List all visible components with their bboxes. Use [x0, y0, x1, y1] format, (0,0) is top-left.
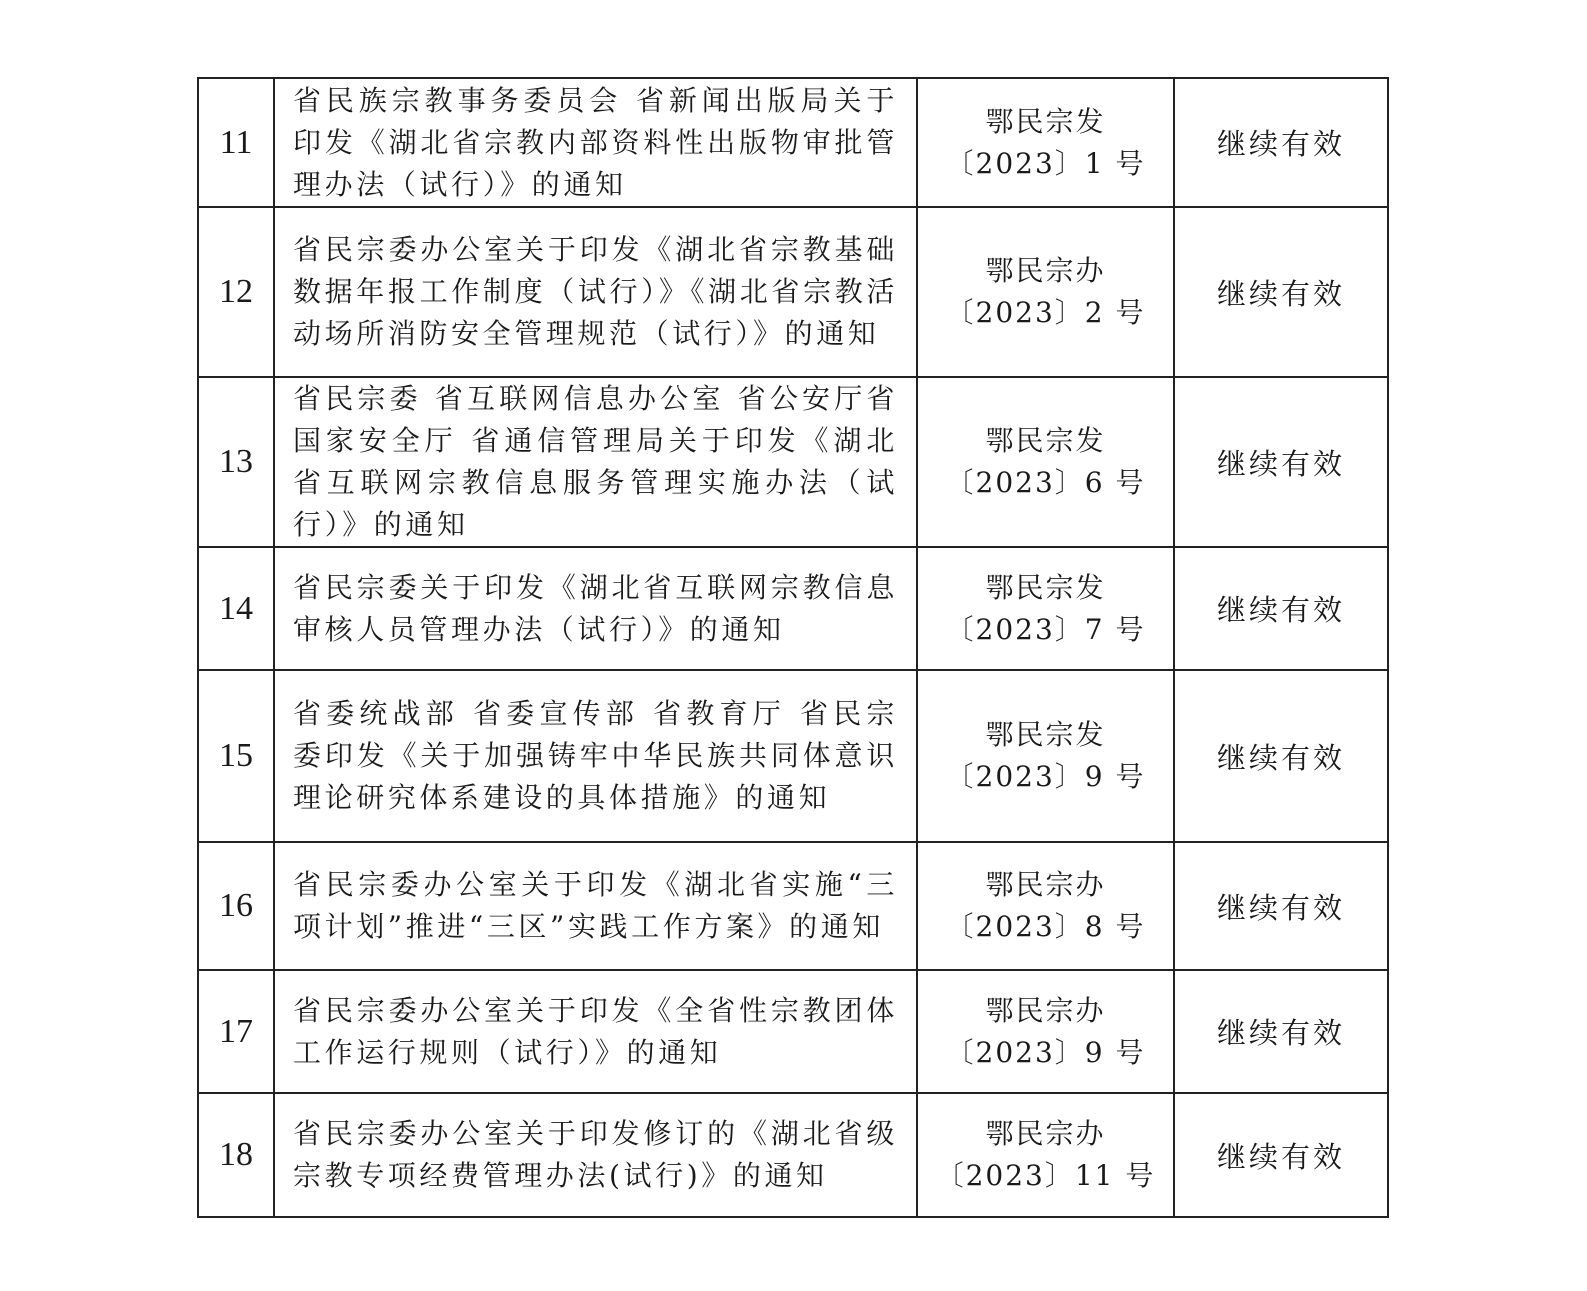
validity-status: 继续有效	[1174, 78, 1388, 207]
document-number	[917, 78, 1174, 207]
table-row	[198, 842, 1388, 970]
row-number: 13	[198, 377, 274, 547]
doc-prefix: 鄂民宗发	[985, 570, 1106, 604]
doc-serial: 〔2023〕2 号	[945, 296, 1146, 329]
doc-serial: 〔2023〕1 号	[945, 146, 1146, 180]
document-title: 省民宗委关于印发《湖北省互联网宗教信息审核人员管理办法（试行）》的通知	[274, 547, 917, 670]
document-title: 省民宗委办公室关于印发《湖北省宗教基础数据年报工作制度（试行）》《湖北省宗教活动场所消防安全管理规范（试行）》的通知	[274, 207, 917, 377]
document-number	[917, 547, 1174, 670]
doc-serial: 〔2023〕6 号	[945, 466, 1146, 499]
document-number	[917, 1093, 1174, 1217]
doc-prefix: 鄂民宗发	[985, 718, 1106, 751]
validity-status: 继续有效	[1174, 970, 1388, 1093]
validity-status: 继续有效	[1174, 377, 1388, 547]
document-title: 省民宗委办公室关于印发《湖北省实施“三项计划”推进“三区”实践工作方案》的通知	[274, 842, 917, 970]
doc-prefix: 鄂民宗办	[985, 1117, 1106, 1150]
doc-serial: 〔2023〕8 号	[945, 910, 1146, 943]
regulations-table	[197, 77, 1389, 1218]
doc-serial: 〔2023〕9 号	[945, 1035, 1146, 1069]
document-title: 省委统战部 省委宣传部 省教育厅 省民宗委印发《关于加强铸牢中华民族共同体意识理论研究体系建设的具体措施》的通知	[274, 670, 917, 842]
document-number	[917, 842, 1174, 970]
row-number: 11	[198, 78, 274, 207]
table-row	[198, 970, 1388, 1093]
validity-status: 继续有效	[1174, 670, 1388, 842]
validity-status: 继续有效	[1174, 842, 1388, 970]
document-title: 省民宗委办公室关于印发修订的《湖北省级宗教专项经费管理办法(试行)》的通知	[274, 1093, 917, 1217]
row-number: 16	[198, 842, 274, 970]
doc-prefix: 鄂民宗办	[985, 868, 1106, 901]
doc-serial: 〔2023〕7 号	[945, 612, 1146, 646]
validity-status: 继续有效	[1174, 547, 1388, 670]
doc-prefix: 鄂民宗发	[985, 104, 1106, 138]
row-number: 17	[198, 970, 274, 1093]
document-title: 省民宗委办公室关于印发《全省性宗教团体工作运行规则（试行）》的通知	[274, 970, 917, 1093]
table-row	[198, 207, 1388, 377]
row-number: 15	[198, 670, 274, 842]
doc-prefix: 鄂民宗发	[985, 424, 1106, 457]
doc-prefix: 鄂民宗办	[985, 254, 1106, 287]
row-number: 18	[198, 1093, 274, 1217]
document-number	[917, 207, 1174, 377]
row-number: 14	[198, 547, 274, 670]
doc-serial: 〔2023〕11 号	[935, 1159, 1156, 1192]
doc-prefix: 鄂民宗办	[985, 993, 1106, 1027]
table-row	[198, 670, 1388, 842]
validity-status: 继续有效	[1174, 1093, 1388, 1217]
table-row	[198, 1093, 1388, 1217]
row-number: 12	[198, 207, 274, 377]
table-row	[198, 377, 1388, 547]
table-row	[198, 547, 1388, 670]
doc-serial: 〔2023〕9 号	[945, 760, 1146, 793]
document-number	[917, 377, 1174, 547]
document-number	[917, 970, 1174, 1093]
validity-status: 继续有效	[1174, 207, 1388, 377]
document-number	[917, 670, 1174, 842]
table-row	[198, 78, 1388, 207]
document-title: 省民族宗教事务委员会 省新闻出版局关于印发《湖北省宗教内部资料性出版物审批管理办法（试行）》的通知	[274, 78, 917, 207]
document-title: 省民宗委 省互联网信息办公室 省公安厅省国家安全厅 省通信管理局关于印发《湖北省互联网宗教信息服务管理实施办法（试行）》的通知	[274, 377, 917, 547]
